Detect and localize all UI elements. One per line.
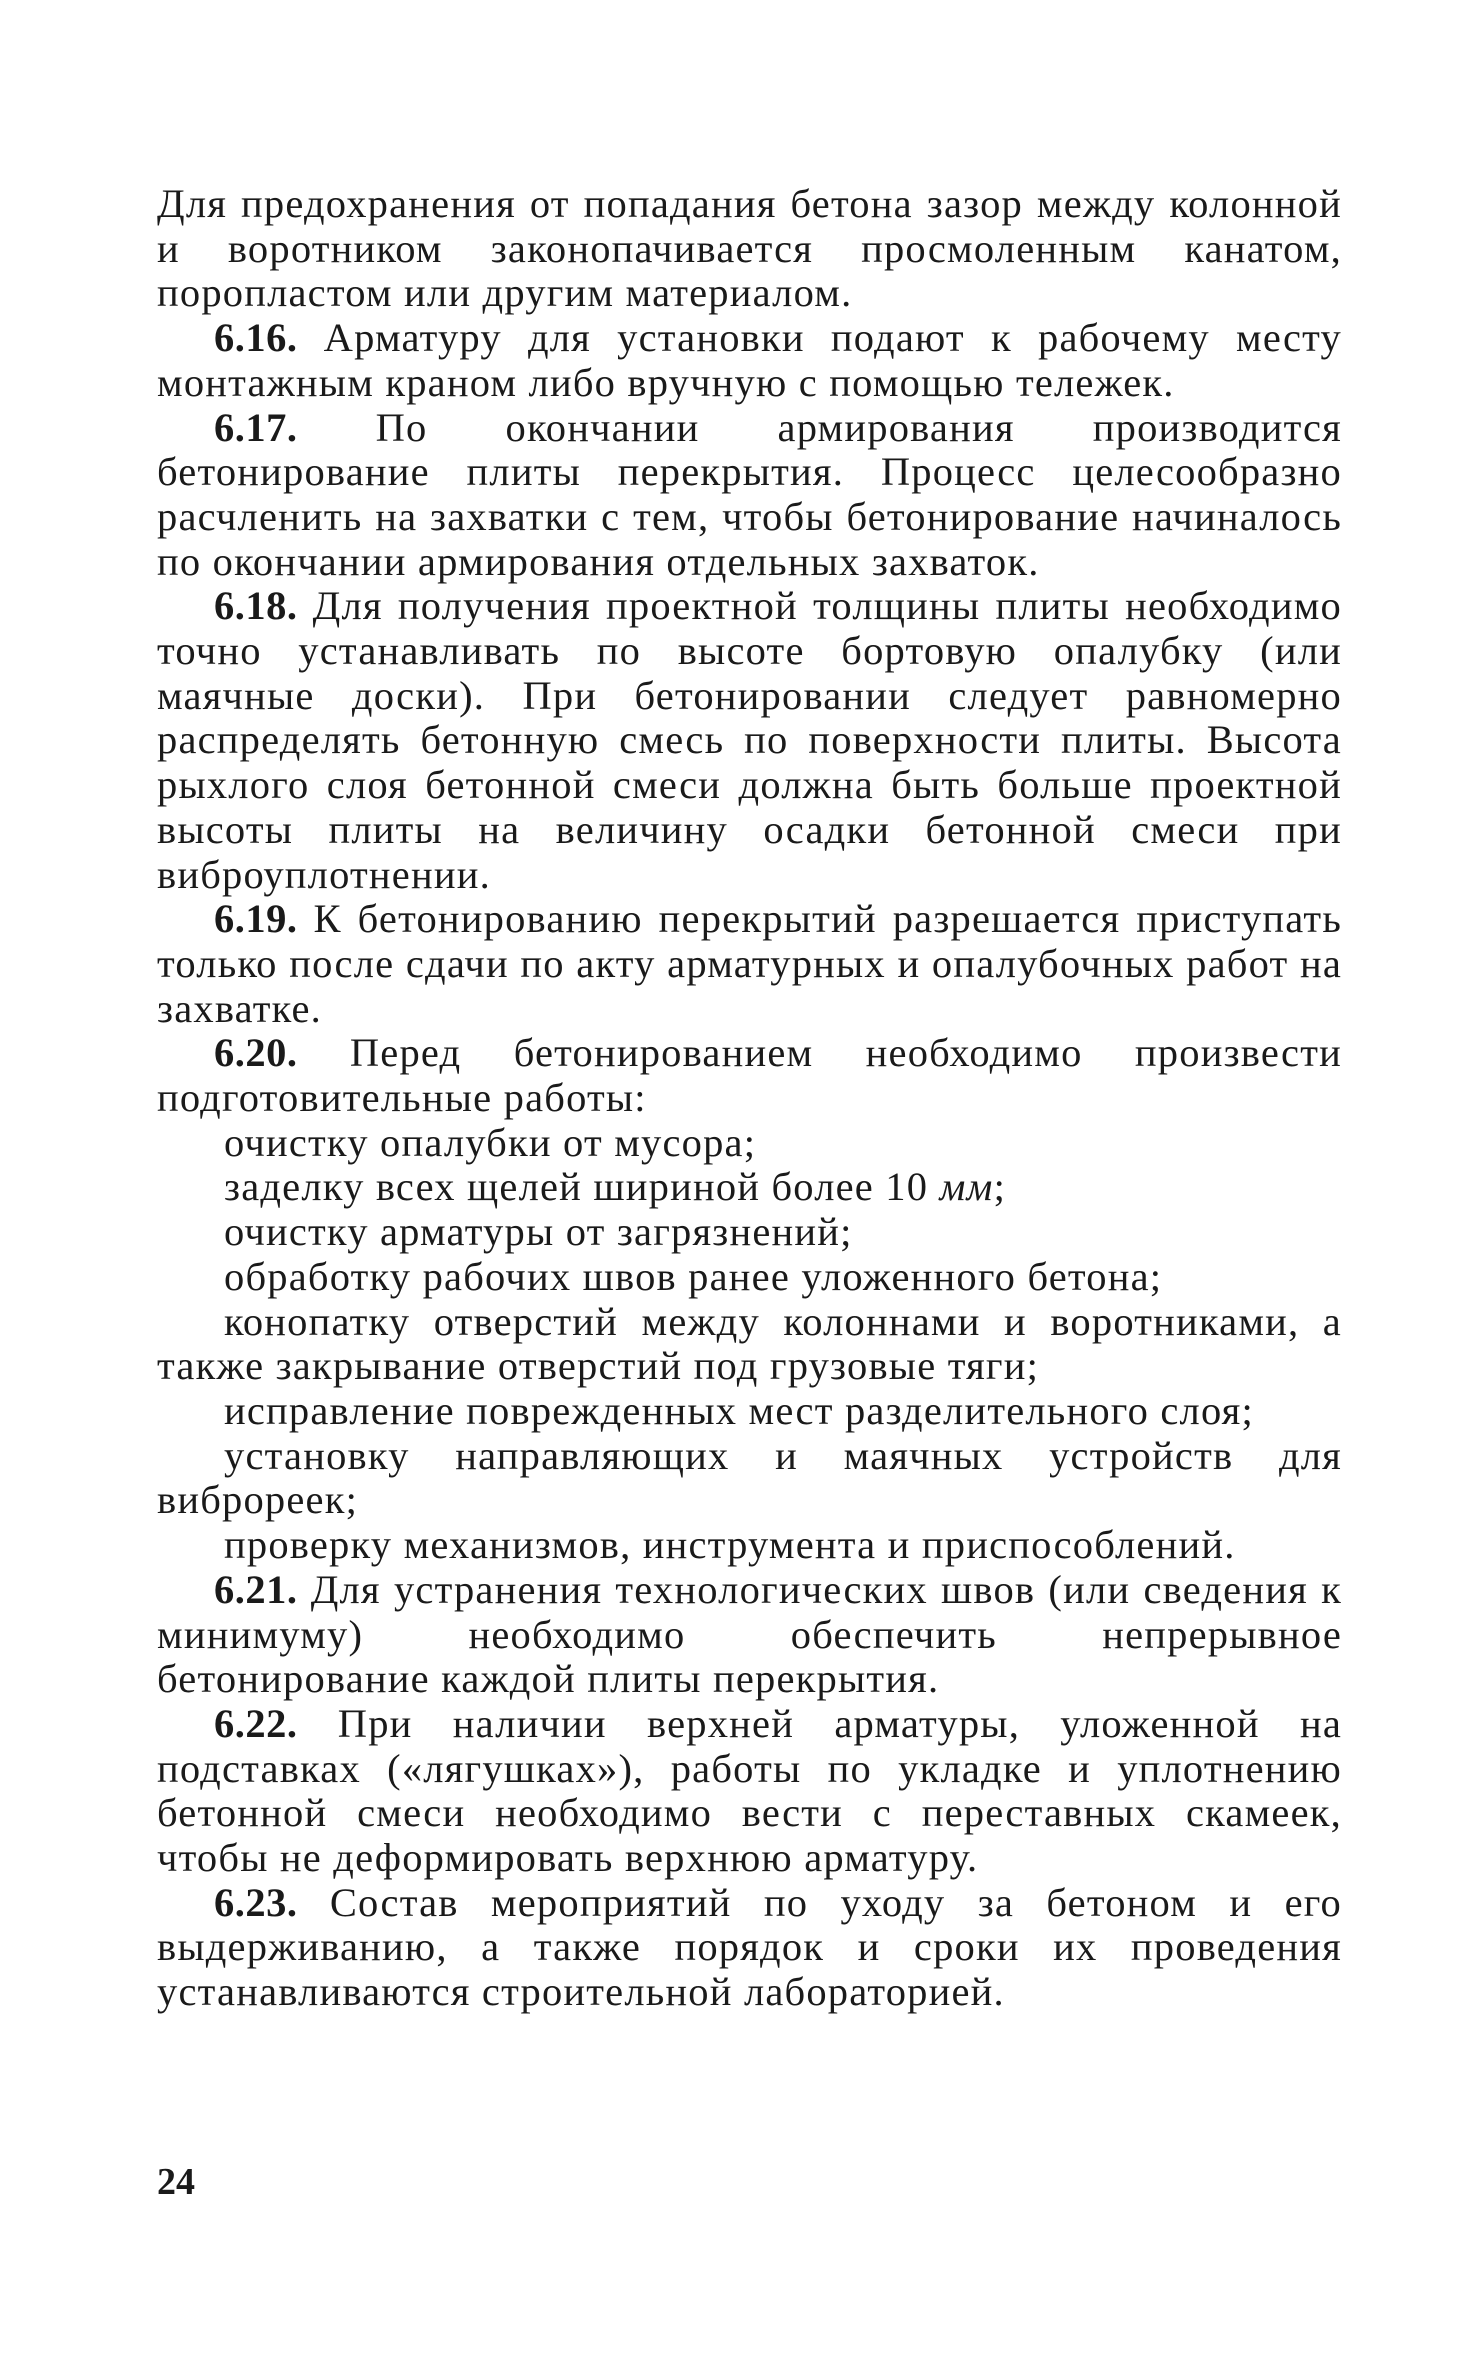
paragraph-text: Для получения проектной толщины плиты необходимо точно устанавливать по высоте бортовую опалубку (или маячные доски). При бетонировании следует равномерно распределять бетонную смесь по поверхности плиты. Высота рыхлого слоя бетонной смеси должна быть больше проектной высоты плиты на величину осадки бетонной смеси при виброуплотнении. xyxy=(157,583,1342,897)
paragraph-text: Перед бетонированием необходимо произвести подготовительные работы: xyxy=(157,1030,1342,1121)
list-item xyxy=(157,1165,1342,1210)
list-item xyxy=(157,1255,1342,1300)
paragraph-6-21 xyxy=(157,1568,1342,1702)
list-item xyxy=(157,1523,1342,1568)
page-number: 24 xyxy=(157,2161,195,2203)
intro-text: Для предохранения от попадания бетона зазор между колонной и воротником законопачивается просмоленным канатом, поропластом или другим материалом. xyxy=(157,181,1342,316)
paragraph-6-18 xyxy=(157,584,1342,897)
paragraph-6-19 xyxy=(157,897,1342,1031)
paragraph-text: К бетонированию перекрытий разрешается приступать только после сдачи по акту арматурных и опалубочных работ на захватке. xyxy=(157,896,1343,1031)
intro-paragraph xyxy=(157,182,1342,316)
paragraph-number: 6.21. xyxy=(214,1566,298,1612)
list-item xyxy=(157,1300,1342,1389)
list-item-text: исправление поврежденных мест разделительного слоя; xyxy=(224,1387,1254,1433)
list-item xyxy=(157,1210,1342,1255)
paragraph-text: Состав мероприятий по уходу за бетоном и его выдерживанию, а также порядок и сроки их проведения устанавливаются строительной лабораторией. xyxy=(157,1879,1343,2015)
paragraph-text: Для устранения технологических швов (или сведения к минимуму) необходимо обеспечить непрерывное бетонирование каждой плиты перекрытия. xyxy=(157,1566,1342,1702)
unit-label: мм xyxy=(939,1164,994,1210)
paragraph-6-23 xyxy=(157,1881,1342,2015)
list-item-text: очистку опалубки от мусора; xyxy=(224,1119,757,1165)
list-item-text: заделку всех щелей шириной более 10 xyxy=(224,1164,929,1210)
paragraph-6-16 xyxy=(157,316,1342,405)
list-item xyxy=(157,1434,1342,1523)
paragraph-number: 6.22. xyxy=(214,1700,298,1746)
paragraph-6-22 xyxy=(157,1702,1342,1881)
paragraph-number: 6.17. xyxy=(214,404,298,450)
paragraph-text: При наличии верхней арматуры, уложенной на подставках («лягушках»), работы по укладке и уплотнению бетонной смеси необходимо вести с переставных скамеек, чтобы не деформировать верхнюю арматуру. xyxy=(157,1700,1342,1881)
paragraph-number: 6.20. xyxy=(214,1030,298,1076)
list-item xyxy=(157,1389,1342,1434)
list-item-punctuation: ; xyxy=(993,1164,1007,1210)
list-item-text: проверку механизмов, инструмента и приспособлений. xyxy=(224,1522,1236,1568)
paragraph-number: 6.18. xyxy=(214,583,298,629)
paragraph-number: 6.16. xyxy=(214,315,298,361)
paragraph-text: Арматуру для установки подают к рабочему месту монтажным краном либо вручную с помощью тележек. xyxy=(157,315,1343,405)
list-item-text: обработку рабочих швов ранее уложенного бетона; xyxy=(224,1253,1163,1299)
paragraph-6-20 xyxy=(157,1031,1342,1120)
list-item-text: установку направляющих и маячных устройств для виброреек; xyxy=(157,1432,1342,1523)
paragraph-6-17 xyxy=(157,406,1342,585)
paragraph-number: 6.23. xyxy=(214,1879,298,1925)
list-item xyxy=(157,1121,1342,1166)
document-body xyxy=(157,182,1342,2015)
list-item-text: очистку арматуры от загрязнений; xyxy=(224,1209,853,1255)
list-item-text: конопатку отверстий между колоннами и воротниками, а также закрывание отверстий под грузовые тяги; xyxy=(157,1298,1342,1389)
paragraph-number: 6.19. xyxy=(214,896,298,942)
paragraph-text: По окончании армирования производится бетонирование плиты перекрытия. Процесс целесообразно расчленить на захватки с тем, чтобы бетонирование начиналось по окончании армирования отдельных захваток. xyxy=(157,404,1342,584)
